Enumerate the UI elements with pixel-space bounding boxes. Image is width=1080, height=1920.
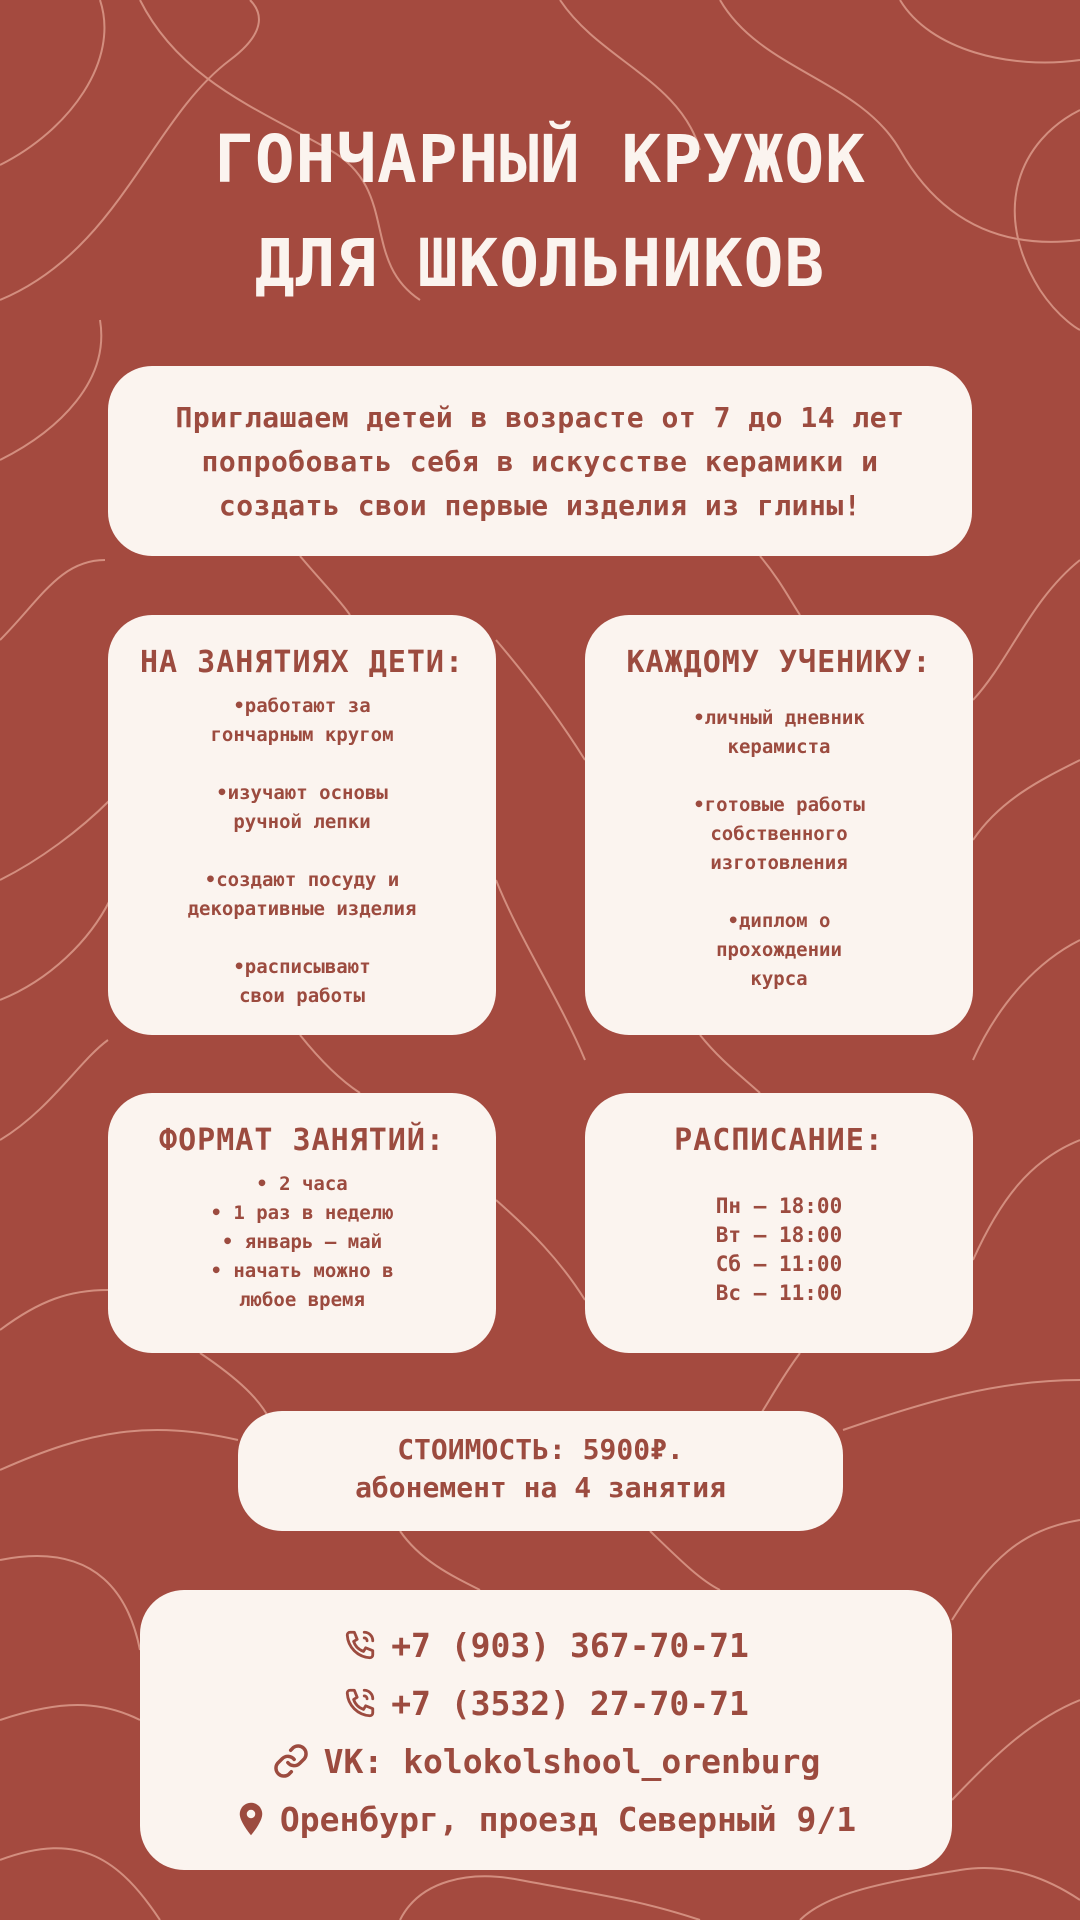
activity-item: ручной лепки bbox=[233, 811, 371, 833]
vk-link[interactable] bbox=[140, 1732, 952, 1790]
activity-item: •изучают основы bbox=[216, 782, 388, 804]
phone-link-1[interactable] bbox=[140, 1616, 952, 1674]
intro-line: создать свои первые изделия из глины! bbox=[218, 489, 862, 522]
page-title bbox=[0, 108, 1080, 316]
contacts-card bbox=[140, 1590, 952, 1870]
activity-item: гончарным кругом bbox=[210, 724, 394, 746]
student-gets-item: •личный дневник bbox=[693, 707, 865, 729]
schedule-item: Вс – 11:00 bbox=[715, 1281, 843, 1305]
phone-link-2[interactable] bbox=[140, 1674, 952, 1732]
format-heading: ФОРМАТ ЗАНЯТИЙ: bbox=[159, 1123, 445, 1158]
activities-card bbox=[108, 615, 496, 1035]
activity-item: свои работы bbox=[239, 985, 365, 1007]
student-gets-item: •готовые работы bbox=[693, 794, 865, 816]
price-label: СТОИМОСТЬ: 5900₽. bbox=[397, 1433, 684, 1466]
activity-item: •создают посуду и bbox=[204, 869, 400, 891]
title-line-2: ДЛЯ ШКОЛЬНИКОВ bbox=[254, 225, 826, 302]
format-item: • январь – май bbox=[221, 1231, 383, 1253]
price-card bbox=[238, 1411, 843, 1531]
activity-item: •работают за bbox=[233, 695, 371, 717]
student-gets-item: курса bbox=[750, 968, 808, 990]
activities-heading: НА ЗАНЯТИЯХ ДЕТИ: bbox=[139, 645, 465, 680]
schedule-list bbox=[585, 1192, 973, 1308]
schedule-item: Пн – 18:00 bbox=[715, 1194, 843, 1218]
format-item: • начать можно в bbox=[210, 1260, 394, 1282]
location-pin-icon bbox=[236, 1801, 266, 1837]
activities-list bbox=[108, 692, 496, 1011]
student-gets-item: прохождении bbox=[716, 939, 842, 961]
schedule-item: Сб – 11:00 bbox=[715, 1252, 843, 1276]
format-item: любое время bbox=[239, 1289, 365, 1311]
phone-number-2: +7 (3532) 27-70-71 bbox=[391, 1683, 749, 1723]
format-item: • 1 раз в неделю bbox=[210, 1202, 394, 1224]
link-icon bbox=[272, 1742, 310, 1780]
phone-icon bbox=[343, 1628, 377, 1662]
schedule-card bbox=[585, 1093, 973, 1353]
student-gets-list bbox=[585, 704, 973, 994]
address-row bbox=[140, 1790, 952, 1848]
student-gets-item: изготовления bbox=[710, 852, 848, 874]
format-item: • 2 часа bbox=[256, 1173, 348, 1195]
activity-item: •расписывают bbox=[233, 956, 371, 978]
student-gets-heading: КАЖДОМУ УЧЕНИКУ: bbox=[626, 645, 932, 680]
format-card bbox=[108, 1093, 496, 1353]
format-list bbox=[108, 1170, 496, 1315]
student-gets-item: •диплом о bbox=[727, 910, 831, 932]
subscription-label: абонемент на 4 занятия bbox=[355, 1471, 726, 1504]
phone-icon bbox=[343, 1686, 377, 1720]
student-gets-item: собственного bbox=[710, 823, 848, 845]
intro-line: Приглашаем детей в возрасте от 7 до 14 лет bbox=[175, 401, 905, 434]
vk-handle: VK: kolokolshool_orenburg bbox=[323, 1741, 821, 1781]
student-gets-card bbox=[585, 615, 973, 1035]
intro-card bbox=[108, 366, 972, 556]
intro-line: попробовать себя в искусстве керамики и bbox=[201, 445, 879, 478]
phone-number-1: +7 (903) 367-70-71 bbox=[391, 1625, 749, 1665]
schedule-heading: РАСПИСАНИЕ: bbox=[674, 1123, 884, 1158]
schedule-item: Вт – 18:00 bbox=[715, 1223, 843, 1247]
address-text: Оренбург, проезд Северный 9/1 bbox=[279, 1799, 857, 1839]
student-gets-item: керамиста bbox=[727, 736, 831, 758]
title-line-1: ГОНЧАРНЫЙ КРУЖОК bbox=[214, 121, 866, 198]
activity-item: декоративные изделия bbox=[187, 898, 417, 920]
